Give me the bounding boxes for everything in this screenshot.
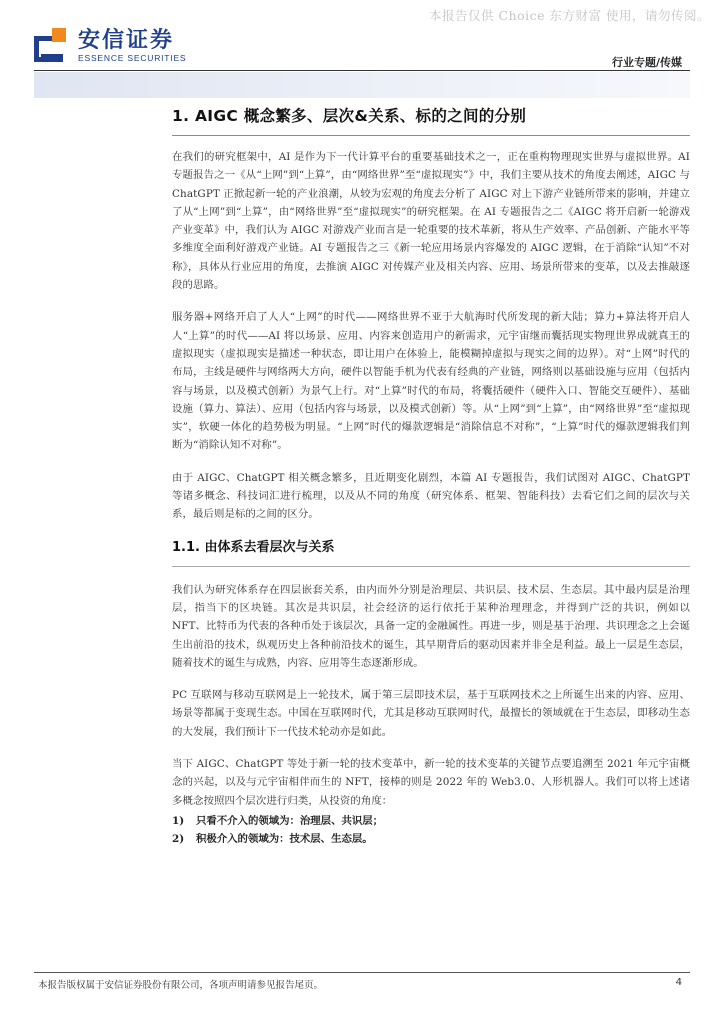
list-item-text: 只看不介入的领域为：治理层、共识层； bbox=[196, 814, 384, 827]
page-number: 4 bbox=[675, 977, 682, 988]
header-divider bbox=[34, 70, 690, 71]
watermark: 本报告仅供 Choice 东方财富 使用，请勿传阅。 bbox=[429, 8, 710, 23]
paragraph: PC 互联网与移动互联网是上一轮技术，属于第三层即技术层，基于互联网技术之上所诞生出来的内容、应用、场景等都属于变现生态。中国在互联网时代，尤其是移动互联网时代，最擅长的领域就在于生态层，即移动生态的大发展，我们预计下一代技术轮动亦是如此。 bbox=[172, 689, 690, 738]
list-item-number: 2) bbox=[172, 833, 185, 846]
footer-divider bbox=[34, 972, 690, 973]
header-band bbox=[34, 72, 690, 98]
list-item-number: 1) bbox=[172, 814, 185, 827]
list-item-text: 积极介入的领域为：技术层、生态层。 bbox=[196, 833, 373, 846]
company-logo bbox=[34, 24, 186, 68]
section-heading: 1. AIGC 概念繁多、层次&关系、标的之间的分别 bbox=[172, 107, 527, 125]
report-category: 行业专题/传媒 bbox=[611, 56, 682, 69]
list-item bbox=[172, 812, 690, 830]
footer-disclaimer: 本报告版权属于安信证券股份有限公司，各项声明请参见报告尾页。 bbox=[38, 980, 324, 991]
subsection-heading-rule bbox=[172, 566, 690, 567]
logo-english-name: ESSENCE SECURITIES bbox=[78, 53, 187, 63]
logo-chinese-name: 安信证券 bbox=[78, 28, 175, 53]
main-content bbox=[172, 100, 690, 849]
section-heading-rule bbox=[172, 135, 690, 136]
paragraph: 由于 AIGC、ChatGPT 相关概念繁多，且近期变化剧烈，本篇 AI 专题报告，我们试图对 AIGC、ChatGPT 等诸多概念、科技词汇进行梳理，以及从不同的角度（研究体系、框架、智能科技）去看它们之间的层次与关系，最后则是标的之间的区分。 bbox=[172, 471, 690, 521]
list-item bbox=[172, 830, 690, 848]
subsection-heading: 1.1. 由体系去看层次与关系 bbox=[172, 539, 335, 555]
paragraph: 服务器+网络开启了人人“上网”的时代——网络世界不亚于大航海时代所发现的新大陆；算力+算法将开启人人“上算”的时代——AI 将以场景、应用、内容来创造用户的新需求，元宇宙继而囊括现实物理世界成就真王的虚拟现实（虚拟现实是描述一种状态，即让用户在体验上，能模糊掉虚拟与现实之间的边界）。对“上网”时代的布局，主线是硬件与网络两大方向，硬件以智能手机为代表有经典的产业链，网络则以基础设施与应用（包括内容与场景，以及模式创新）为景气上行。对“上算”时代的布局，将囊括硬件（硬件入口、智能交互硬件）、基础设施（算力、算法）、应用（包括内容与场景，以及模式创新）等。从“上网”到“上算”，由“网络世界”至“虚拟现实”，软硬一体化的趋势极为明显。“上网”时代的爆款逻辑是“消除信息不对称”，“上算”时代的爆款逻辑我们判断为“消除认知不对称”。 bbox=[172, 311, 690, 452]
paragraph: 当下 AIGC、ChatGPT 等处于新一轮的技术变革中，新一轮的技术变革的关键节点要追溯至 2021 年元宇宙概念的兴起，以及与元宇宙相伴而生的 NFT，接棒的则是 2022 年的 Web3.0、人形机器人。我们可以将上述诸多概念按照四个层次进行归类，从投资的角度： bbox=[172, 758, 690, 807]
paragraph: 在我们的研究框架中，AI 是作为下一代计算平台的重要基础技术之一，正在重构物理现实世界与虚拟世界。AI 专题报告之一《从“上网”到“上算”，由“网络世界”至“虚拟现实”》中，我们主要从技术的角度去阐述，AIGC 与 ChatGPT 正掀起新一轮的产业浪潮，从较为宏观的角度去分析了 AIGC 对上下游产业链所带来的影响，并建立了从“上网”到“上算”，由“网络世界”至“虚拟现实”的研究框架。在 AI 专题报告之二《AIGC 将开启新一轮游戏产业变革》中，我们认为 AIGC 对游戏产业而言是一轮重要的技术革新，将从生产效率、产品创新、产能水平等多维度全面利好游戏产业链。AI 专题报告之三《新一轮应用场景内容爆发的 AIGC 逻辑，在于消除“认知”不对称》，具体从行业应用的角度，去推演 AIGC 对传媒产业及相关内容、应用、场景所带来的变革，以及去推敲逐段的思路。 bbox=[172, 151, 690, 292]
logo-mark-icon bbox=[34, 28, 70, 64]
paragraph: 我们认为研究体系存在四层嵌套关系，由内而外分别是治理层、共识层、技术层、生态层。其中最内层是治理层，指当下的区块链。其次是共识层，社会经济的运行依托于某种治理理念，并得到广泛的共识，例如以 NFT、比特币为代表的各种币处于该层次，具备一定的金融属性。再进一步，则是基于治理、共识理念之上会诞生出前沿的技术，纵观历史上各种前沿技术的诞生，其早期背后的驱动因素并非全是利益。最上一层是生态层，随着技术的诞生与成熟，内容、应用等生态逐渐形成。 bbox=[172, 583, 690, 669]
